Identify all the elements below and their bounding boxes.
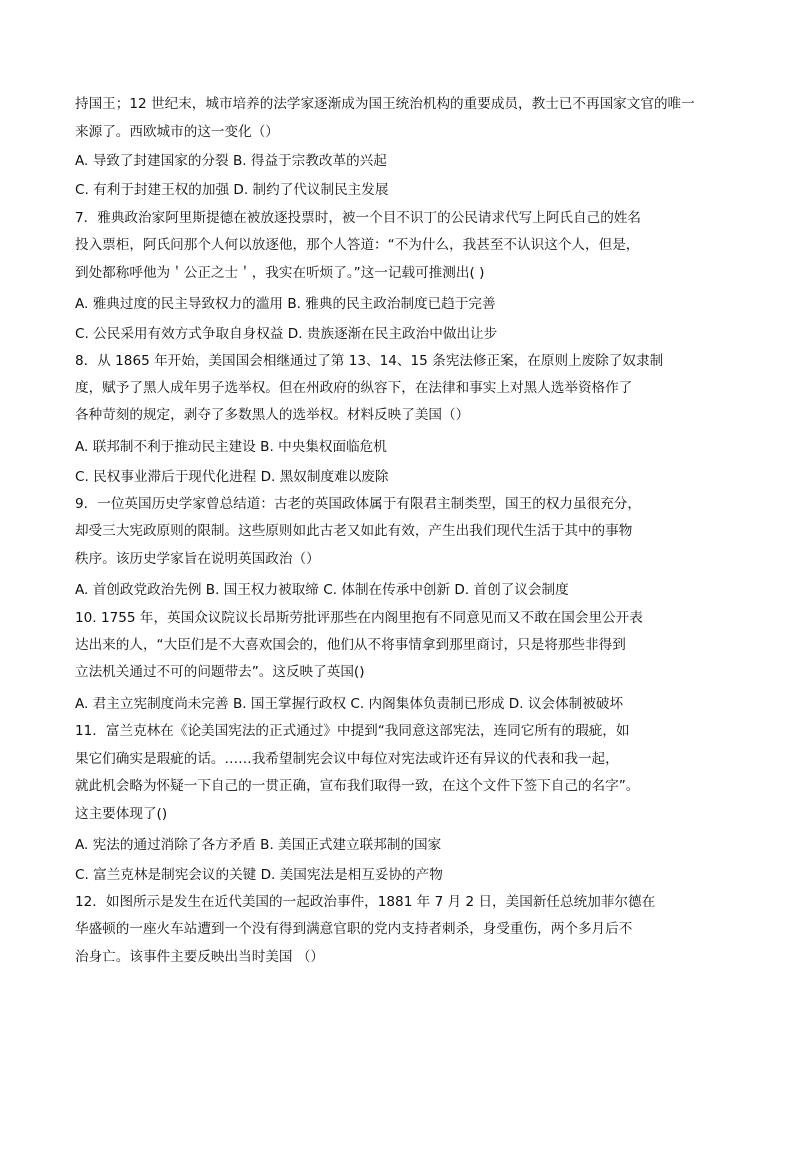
option-line: C. 富兰克林是制宪会议的关键 D. 美国宪法是相互妥协的产物 xyxy=(75,867,443,883)
question-12-line: 12．如图所示是发生在近代美国的一起政治事件，1881 年 7 月 2 日，美国新任总统加菲尔德在 xyxy=(75,894,656,910)
text-line: 到处都称呼他为＇公正之士＇，我实在听烦了。”这一记载可推测出( ) xyxy=(75,265,485,281)
text-line: 治身亡。该事件主要反映出当时美国 （） xyxy=(75,949,325,965)
text-line: 秩序。该历史学家旨在说明英国政治（） xyxy=(75,551,320,567)
question-8-line: 8．从 1865 年开始，美国国会相继通过了第 13、14、15 条宪法修正案，在原则上废除了奴隶制 xyxy=(75,353,664,369)
question-11-line: 11．富兰克林在《论美国宪法的正式通过》中提到“我同意这部宪法，连同它所有的瑕疵，如 xyxy=(75,723,630,739)
option-line: A. 导致了封建国家的分裂 B. 得益于宗教改革的兴起 xyxy=(75,153,387,169)
option-line: C. 公民采用有效方式争取自身权益 D. 贵族逐渐在民主政治中做出让步 xyxy=(75,326,498,342)
option-line: A. 首创政党政治先例 B. 国王权力被取缔 C. 体制在传承中创新 D. 首创了议会制度 xyxy=(75,582,569,598)
text-line: 投入票柜，阿氏问那个人何以放逐他，那个人答道：“不为什么，我甚至不认识这个人，但是， xyxy=(75,237,640,253)
text-line: 立法机关通过不可的问题带去”。这反映了英国() xyxy=(75,664,365,680)
text-line: 来源了。西欧城市的这一变化（） xyxy=(75,124,279,140)
text-line: 就此机会略为怀疑一下自己的一贯正确，宣布我们取得一致，在这个文件下签下自己的名字”。 xyxy=(75,778,640,794)
option-line: C. 民权事业滞后于现代化进程 D. 黑奴制度难以废除 xyxy=(75,469,389,485)
text-line: 达出来的人，“大臣们是不大喜欢国会的，他们从不将事情拿到那里商讨，只是将那些非得到 xyxy=(75,637,626,653)
option-line: A. 君主立宪制度尚未完善 B. 国王掌握行政权 C. 内阁集体负责制已形成 D. 议会体制被破坏 xyxy=(75,696,624,712)
question-7-line: 7．雅典政治家阿里斯提德在被放逐投票时，被一个目不识丁的公民请求代写上阿氏自己的姓名 xyxy=(75,210,641,226)
option-line: A. 宪法的通过消除了各方矛盾 B. 美国正式建立联邦制的国家 xyxy=(75,837,442,853)
text-line: 果它们确实是瑕疵的话。……我希望制宪会议中每位对宪法或许还有异议的代表和我一起， xyxy=(75,751,619,767)
option-line: A. 雅典过度的民主导致权力的滥用 B. 雅典的民主政治制度已趋于完善 xyxy=(75,296,496,312)
text-line: 度，赋予了黑人成年男子选举权。但在州政府的纵容下，在法律和事实上对黑人选举资格作了 xyxy=(75,380,633,396)
text-line: 这主要体现了() xyxy=(75,806,168,822)
option-line: C. 有利于封建王权的加强 D. 制约了代议制民主发展 xyxy=(75,182,389,198)
question-10-line: 10. 1755 年，英国众议院议长昂斯劳批评那些在内阁里抱有不同意见而又不敢在国会里公开表 xyxy=(75,610,643,626)
text-line: 却受三大宪政原则的限制。这些原则如此古老又如此有效，产生出我们现代生活于其中的事物 xyxy=(75,523,633,539)
text-line: 持国王；12 世纪末，城市培养的法学家逐渐成为国王统治机构的重要成员，教士已不再国家文官的唯一 xyxy=(75,96,695,112)
text-line: 华盛顿的一座火车站遭到一个没有得到满意官职的党内支持者刺杀，身受重伤，两个多月后不 xyxy=(75,921,633,937)
option-line: A. 联邦制不利于推动民主建设 B. 中央集权面临危机 xyxy=(75,439,387,455)
question-9-line: 9．一位英国历史学家曾总结道：古老的英国政体属于有限君主制类型，国王的权力虽很充分， xyxy=(75,496,641,512)
text-line: 各种苛刻的规定，剥夺了多数黑人的选举权。材料反映了美国（） xyxy=(75,407,470,423)
